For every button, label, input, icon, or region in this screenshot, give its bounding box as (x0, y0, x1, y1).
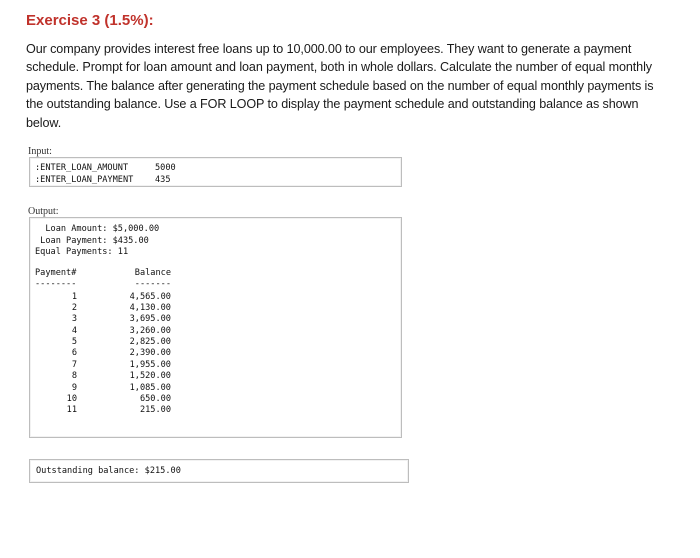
exercise-title: Exercise 3 (1.5%): (26, 12, 154, 29)
balance-value: 2,825.00 (129, 337, 171, 348)
balance-value: 1,085.00 (129, 382, 171, 393)
input-value: 5000 (155, 163, 176, 173)
outstanding-box (29, 459, 409, 483)
balance-value: 2,390.00 (129, 348, 171, 359)
schedule-row (35, 394, 401, 405)
schedule-row (35, 371, 401, 382)
balance-value: 1,955.00 (129, 359, 171, 370)
input-key: :ENTER_LOAN_PAYMENT (35, 175, 134, 185)
balance-value: 3,260.00 (129, 325, 171, 336)
header-balance: Balance (134, 267, 171, 278)
balance-value: 4,130.00 (129, 302, 171, 313)
output-line-loan-payment: Loan Payment: $435.00 (35, 235, 149, 246)
divider-payment: -------- (35, 278, 77, 289)
schedule-divider (35, 279, 401, 290)
payment-number: 11 (66, 405, 77, 416)
schedule-row (35, 326, 401, 337)
schedule-row (35, 314, 401, 325)
payment-number: 2 (71, 302, 77, 313)
divider-balance: ------- (134, 278, 171, 289)
payment-number: 6 (71, 348, 77, 359)
payment-number: 1 (71, 291, 77, 302)
header-payment: Payment# (35, 267, 77, 278)
balance-value: 215.00 (139, 405, 171, 416)
schedule-row (35, 303, 401, 314)
input-label: Input: (28, 146, 52, 157)
schedule-row (35, 383, 401, 394)
schedule-row (35, 337, 401, 348)
input-box (29, 157, 402, 187)
schedule-row (35, 292, 401, 303)
input-key: :ENTER_LOAN_AMOUNT (35, 163, 129, 173)
payment-number: 3 (71, 314, 77, 325)
schedule-row (35, 405, 401, 416)
schedule-list (35, 292, 401, 417)
output-label: Output: (28, 206, 59, 217)
outstanding-balance-text: Outstanding balance: $215.00 (36, 466, 181, 476)
balance-value: 4,565.00 (129, 291, 171, 302)
schedule-row (35, 360, 401, 371)
schedule-row (35, 348, 401, 359)
input-row (35, 162, 401, 174)
payment-number: 9 (71, 382, 77, 393)
payment-number: 5 (71, 337, 77, 348)
payment-number: 10 (66, 394, 77, 405)
balance-value: 3,695.00 (129, 314, 171, 325)
input-row (35, 174, 401, 186)
balance-value: 650.00 (139, 394, 171, 405)
output-line-loan-amount: Loan Amount: $5,000.00 (35, 224, 160, 234)
payment-number: 4 (71, 325, 77, 336)
input-value: 435 (155, 175, 171, 185)
output-line-equal-payments: Equal Payments: 11 (35, 247, 129, 257)
output-box (29, 217, 402, 438)
schedule-header (35, 267, 401, 279)
balance-value: 1,520.00 (129, 371, 171, 382)
payment-number: 8 (71, 371, 77, 382)
exercise-description: Our company provides interest free loans up to 10,000.00 to our employees. They want to generate a payment schedule. Prompt for loan amount and loan payment, both in whole dollars. Calculate the number of equal monthly payments. The balance after generating the payment schedule based on the number of equal monthly payments is the outstanding balance. Use a FOR LOOP to display the payment schedule and outstanding balance as shown below. (26, 42, 654, 130)
payment-number: 7 (71, 359, 77, 370)
